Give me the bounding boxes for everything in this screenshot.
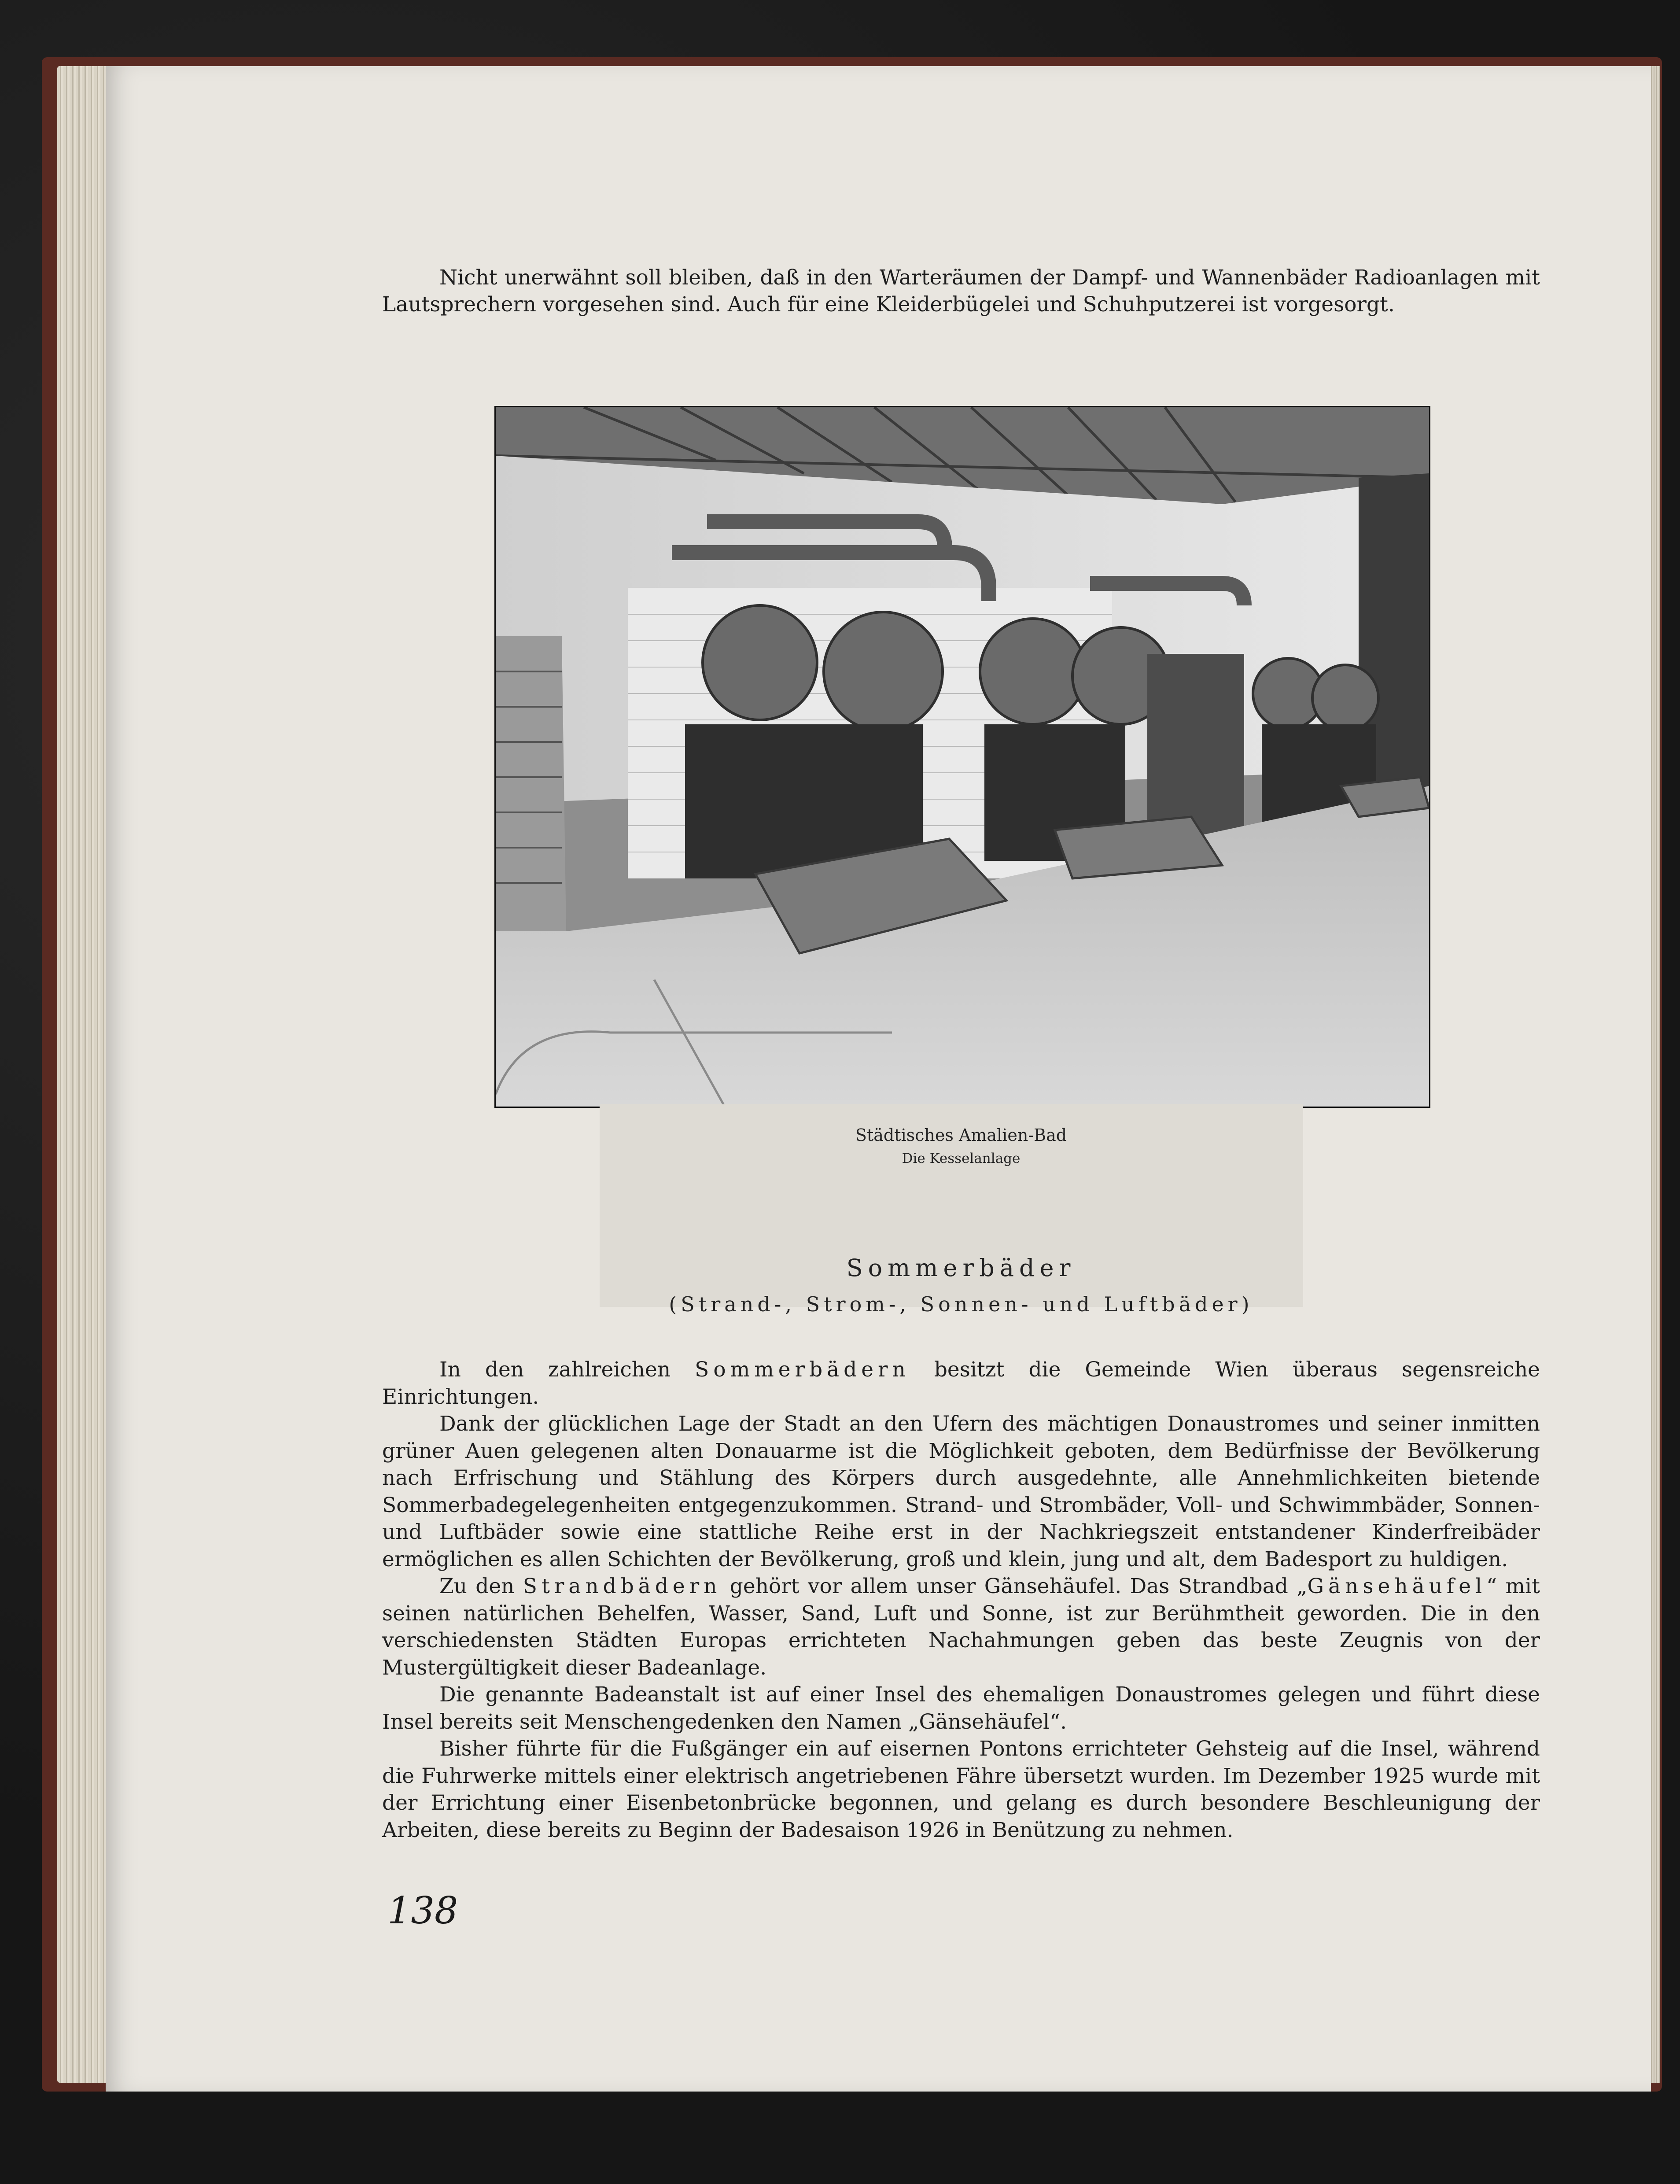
paragraph-3-text-c: “ mit seinen natürlichen Behelfen, Wasser, Sand, Luft und Sonne, ist zur Berühmtheit geworden. Die in den verschiedensten Städten Europas errichteten Nachahmungen geben das beste Zeugnis von der Mustergültigkeit dieser Badeanlage. bbox=[382, 1574, 1540, 1680]
paragraph-5-text: Bisher führte für die Fußgänger ein auf eisernen Pontons errichteter Gehsteig auf die Insel, während die Fuhrwerke mittels einer elektrisch angetriebenen Fähre übersetzt wurden. Im Dezember 1925 wurde mit der Errichtung einer Eisenbetonbrücke begonnen, und gelang es durch besondere Beschleunigung der Arbeiten, diese bereits zu Beginn der Badesaison 1926 in Benützung zu nehmen. bbox=[382, 1737, 1540, 1842]
boiler-house-photograph bbox=[494, 406, 1430, 1108]
figure-caption-subtitle: Die Kesselanlage bbox=[902, 1151, 1021, 1166]
paragraph-1 bbox=[382, 1356, 1540, 1410]
intro-paragraph: Nicht unerwähnt soll bleiben, daß in den Warteräumen der Dampf- und Wannenbäder Radioanlagen mit Lautsprechern vorgesehen sind. Auch für eine Kleiderbügelei und Schuhputzerei ist vorgesorgt. bbox=[382, 266, 1540, 317]
body-text bbox=[382, 1356, 1540, 1844]
paragraph-3-text-a: Zu den bbox=[439, 1574, 523, 1598]
paragraph-3-text-b: gehört vor allem unser Gänsehäufel. Das Strandbad „ bbox=[721, 1574, 1308, 1598]
paragraph-4-text: Die genannte Badeanstalt ist auf einer Insel des ehemaligen Donaustromes gelegen und führt diese Insel bereits seit Menschengedenken den Namen „Gänsehäufel“. bbox=[382, 1682, 1540, 1734]
paragraph-2 bbox=[382, 1410, 1540, 1573]
paragraph-1-emphasis: Sommerbädern bbox=[695, 1358, 910, 1382]
paragraph-3 bbox=[382, 1573, 1540, 1681]
paragraph-1-text-b: besitzt die Gemeinde Wien überaus segensreiche Einrichtungen. bbox=[382, 1358, 1540, 1409]
figure-caption-title: Städtisches Amalien-Bad bbox=[855, 1125, 1067, 1145]
paragraph-1-text-a: In den zahlreichen bbox=[439, 1358, 695, 1382]
section-subheading: (Strand-, Strom-, Sonnen- und Luftbäder) bbox=[669, 1292, 1253, 1316]
paragraph-4 bbox=[382, 1681, 1540, 1735]
page-number: 138 bbox=[387, 1889, 458, 1932]
paragraph-2-text: Dank der glücklichen Lage der Stadt an den Ufern des mächtigen Donaustromes und seiner inmitten grüner Auen gelegenen alten Donauarme ist die Möglichkeit geboten, dem Bedürfnisse der Bevölkerung nach Erfrischung und Stählung des Körpers durch ausgedehnte, alle Annehmlichkeiten bietende Sommerbadegelegenheiten entgegenzukommen. Strand- und Strombäder, Voll- und Schwimmbäder, Sonnen- und Luftbäder sowie eine stattliche Reihe erst in der Nachkriegszeit entstandener Kinderfreibäder ermöglichen es allen Schichten der Bevölkerung, groß und klein, jung und alt, dem Badesport zu huldigen. bbox=[382, 1412, 1540, 1572]
photograph-illustration bbox=[496, 407, 1429, 1107]
paragraph-3-emphasis-b: Gänsehäufel bbox=[1307, 1574, 1487, 1598]
section-heading: Sommerbäder bbox=[846, 1254, 1076, 1282]
paragraph-5 bbox=[382, 1735, 1540, 1844]
paragraph-3-emphasis-a: Strandbädern bbox=[523, 1574, 722, 1598]
